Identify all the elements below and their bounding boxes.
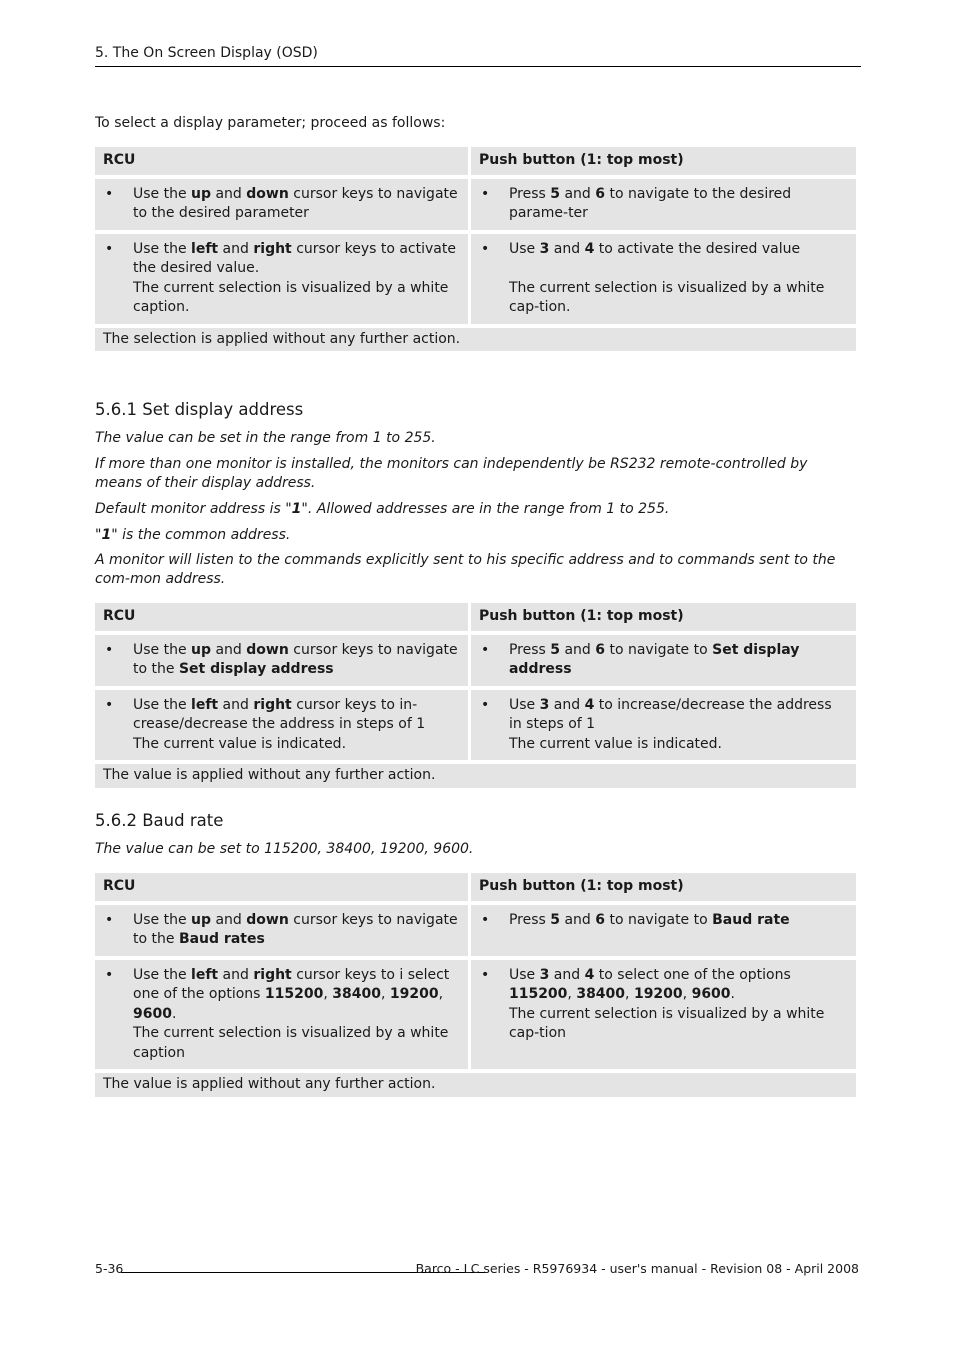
table-footer-note: The value is applied without any further action. xyxy=(95,1073,856,1097)
section-heading-baud-rate: 5.6.2 Baud rate xyxy=(95,811,224,830)
table-row xyxy=(95,234,856,324)
baud-rate-table xyxy=(92,869,859,1101)
cell-text: Use the left and right cursor keys to in-crease/decrease the address in steps of 1 The current value is indicated. xyxy=(133,696,426,752)
bullet-icon: • xyxy=(105,911,114,928)
paragraph: "1" is the common address. xyxy=(95,527,291,543)
push-button-column-header: Push button (1: top most) xyxy=(471,147,856,175)
table-row xyxy=(95,179,856,230)
bullet-icon: • xyxy=(105,185,114,202)
push-button-cell xyxy=(471,234,856,324)
bullet-icon: • xyxy=(480,185,490,202)
cell-text: Press 5 and 6 to navigate to Set display address xyxy=(508,641,800,677)
paragraph: If more than one monitor is installed, the monitors can independently be RS232 remote-controlled by means of their display address. xyxy=(95,456,808,491)
paragraph: A monitor will listen to the commands explicitly sent to his specific address and to commands sent to the com-mon address. xyxy=(95,552,836,587)
push-button-cell xyxy=(471,905,856,956)
rcu-cell xyxy=(95,690,468,761)
rcu-column-header: RCU xyxy=(95,603,468,631)
rcu-cell xyxy=(95,179,468,230)
bullet-icon: • xyxy=(105,966,114,983)
rcu-cell xyxy=(95,960,468,1070)
table-footer-note: The selection is applied without any further action. xyxy=(95,328,856,352)
bullet-icon: • xyxy=(105,696,114,713)
rcu-column-header: RCU xyxy=(95,873,468,901)
cell-text: Use 3 and 4 to select one of the options 115200, 38400, 19200, 9600. The current selection is visualized by a white cap-tion xyxy=(508,966,825,1041)
push-button-column-header: Push button (1: top most) xyxy=(471,603,856,631)
table-footer-note: The value is applied without any further action. xyxy=(95,764,856,788)
table-footer-row xyxy=(95,764,856,788)
bullet-icon: • xyxy=(480,966,490,983)
bullet-icon: • xyxy=(480,911,490,928)
cell-text: Use 3 and 4 to activate the desired value The current selection is visualized by a white cap-tion. xyxy=(508,240,825,315)
page-header-title: 5. The On Screen Display (OSD) xyxy=(95,45,318,61)
bullet-icon: • xyxy=(480,240,490,257)
paragraph: The value can be set in the range from 1 to 255. xyxy=(95,430,436,446)
select-parameter-table xyxy=(92,143,859,355)
page-number: 5-36 xyxy=(95,1261,124,1276)
table-footer-row xyxy=(95,1073,856,1097)
bullet-icon: • xyxy=(105,240,114,257)
bullet-icon: • xyxy=(480,641,490,658)
intro-text: To select a display parameter; proceed as follows: xyxy=(95,115,446,131)
table-header-row xyxy=(95,603,856,631)
cell-text: Use the up and down cursor keys to navigate to the Baud rates xyxy=(133,911,458,947)
table-row xyxy=(95,905,856,956)
cell-text: Press 5 and 6 to navigate to the desired parame-ter xyxy=(508,185,792,221)
push-button-cell xyxy=(471,960,856,1070)
cell-text: Use the up and down cursor keys to navigate to the desired parameter xyxy=(133,185,458,221)
rcu-column-header: RCU xyxy=(95,147,468,175)
table-row xyxy=(95,690,856,761)
cell-text: Use the up and down cursor keys to navigate to the Set display address xyxy=(133,641,458,677)
document-info: Barco - LC series - R5976934 - user's manual - Revision 08 - April 2008 xyxy=(415,1261,859,1276)
set-display-address-table xyxy=(92,599,859,792)
bullet-icon: • xyxy=(105,641,114,658)
rcu-cell xyxy=(95,905,468,956)
header-rule xyxy=(95,66,861,67)
push-button-column-header: Push button (1: top most) xyxy=(471,873,856,901)
push-button-cell xyxy=(471,635,856,686)
section-heading-set-display-address: 5.6.1 Set display address xyxy=(95,400,304,419)
push-button-cell xyxy=(471,690,856,761)
rcu-cell xyxy=(95,234,468,324)
table-row xyxy=(95,635,856,686)
cell-text: Press 5 and 6 to navigate to Baud rate xyxy=(508,911,790,928)
push-button-cell xyxy=(471,179,856,230)
cell-text: Use the left and right cursor keys to i select one of the options 115200, 38400, 19200, 9600. The current selection is visualized by a white caption xyxy=(133,966,450,1061)
table-header-row xyxy=(95,147,856,175)
rcu-cell xyxy=(95,635,468,686)
bullet-icon: • xyxy=(480,696,490,713)
table-row xyxy=(95,960,856,1070)
table-header-row xyxy=(95,873,856,901)
cell-text: Use the left and right cursor keys to activate the desired value. The current selection is visualized by a white caption. xyxy=(133,240,456,315)
cell-text: Use 3 and 4 to increase/decrease the address in steps of 1 The current value is indicated. xyxy=(508,696,832,752)
paragraph: Default monitor address is "1". Allowed addresses are in the range from 1 to 255. xyxy=(95,501,670,517)
paragraph: The value can be set to 115200, 38400, 19200, 9600. xyxy=(95,841,474,857)
table-footer-row xyxy=(95,328,856,352)
